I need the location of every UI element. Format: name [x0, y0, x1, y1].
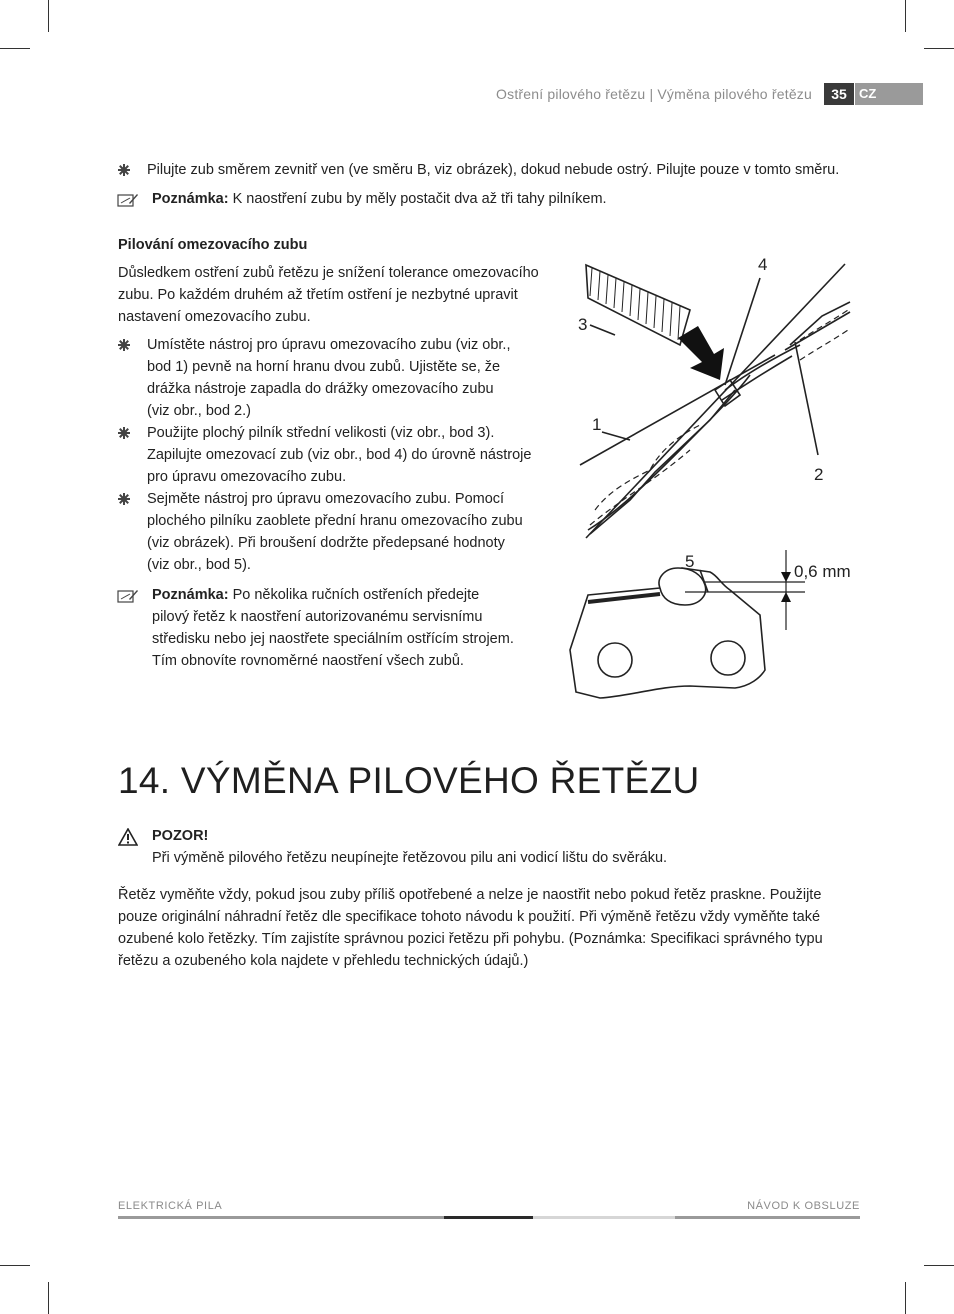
note-text: K naostření zubu by měly postačit dva až tři tahy pilníkem.: [232, 191, 607, 207]
bullet-item: [147, 334, 547, 424]
warning-text: Při výměně pilového řetězu neupínejte řetězovou pilu ani vodicí lištu do svěráku.: [152, 850, 668, 866]
crop-mark: [924, 1265, 954, 1266]
warning-label: POZOR!: [152, 828, 209, 844]
note-line: Po několika ručních ostřeních předejte: [232, 587, 480, 603]
note-icon: [117, 588, 139, 604]
crop-mark: [924, 48, 954, 49]
bullet-line: (viz obrázek). Při broušení dodržte předepsané hodnoty: [147, 535, 505, 551]
bullet-icon: [118, 339, 130, 351]
page-number: 35: [824, 83, 854, 105]
section-intro: [118, 262, 558, 332]
note-line: středisku nebo jej naostřete speciálním ostřícím strojem.: [152, 631, 514, 647]
intro-line: nastavení omezovacího zubu.: [118, 309, 311, 325]
note-1: [152, 188, 607, 210]
bullet-line: pro úpravu omezovacího zubu.: [147, 469, 347, 485]
bullet-line: plochého pilníku zaoblete přední hranu omezovacího zubu: [147, 513, 523, 529]
bullet-line: (viz obr., bod 5).: [147, 557, 251, 573]
figure-label-5: 5: [685, 552, 695, 571]
paragraph-line: řetězu a ozubeného kola najdete v přehledu technických údajů.): [118, 953, 529, 969]
footer-rule-segment: [444, 1216, 533, 1219]
bullet-line: Sejměte nástroj pro úpravu omezovacího zubu. Pomocí: [147, 491, 505, 507]
crop-mark: [0, 48, 30, 49]
intro-line: zubu. Po každém druhém až třetím ostření je nezbytné upravit: [118, 287, 518, 303]
intro-line: Důsledkem ostření zubů řetězu je snížení tolerance omezovacího: [118, 265, 539, 281]
bullet-line: Použijte plochý pilník střední velikosti (viz obr., bod 3).: [147, 425, 495, 441]
paragraph-line: Řetěz vyměňte vždy, pokud jsou zuby příliš opotřebené a nelze je naostřit nebo pokud řetěz praskne. Použijte: [118, 887, 822, 903]
depth-gauge-illustration: [560, 250, 880, 710]
figure-label-3: 3: [578, 315, 588, 334]
bullet-item: [147, 422, 547, 488]
note-icon: [117, 192, 139, 208]
crop-mark: [48, 1282, 49, 1314]
paragraph-line: ozubené kolo řetězky. Tím zajistíte správnou pozici řetězu při pohybu. (Poznámka: Specifikaci správného typu: [118, 931, 823, 947]
figure-label-1: 1: [592, 415, 602, 434]
note-line: pilový řetěz k naostření autorizovanému servisnímu: [152, 609, 483, 625]
bullet-item: [147, 488, 547, 578]
language-tab: CZ: [855, 83, 923, 105]
crop-mark: [0, 1265, 30, 1266]
figure-dimension: 0,6 mm: [794, 562, 851, 581]
bullet-line: bod 1) pevně na horní hranu dvou zubů. Ujistěte se, že: [147, 359, 501, 375]
crop-mark: [48, 0, 49, 32]
note-2: [152, 584, 552, 674]
note-label: Poznámka:: [152, 587, 229, 603]
warning-icon: [118, 828, 138, 846]
paragraph-line: pouze originální náhradní řetěz dle specifikace tohoto návodu k použití. Při výměně řetězu vždy vyměňte také: [118, 909, 821, 925]
note-label: Poznámka:: [152, 191, 229, 207]
running-header-title: Ostření pilového řetězu | Výměna pilového řetězu: [496, 86, 812, 102]
footer-rule-segment: [675, 1216, 860, 1219]
bullet-line: (viz obr., bod 2.): [147, 403, 251, 419]
crop-mark: [905, 0, 906, 32]
chapter-paragraph: [118, 884, 878, 974]
footer-left: ELEKTRICKÁ PILA: [118, 1200, 223, 1212]
crop-mark: [905, 1282, 906, 1314]
section-heading: Pilování omezovacího zubu: [118, 237, 308, 253]
bullet-icon: [118, 493, 130, 505]
bullet-line: drážka nástroje zapadla do drážky omezovacího zubu: [147, 381, 494, 397]
footer-rule-segment: [118, 1216, 444, 1219]
note-line: Tím obnovíte rovnoměrné naostření všech zubů.: [152, 653, 464, 669]
figure-label-2: 2: [814, 465, 824, 484]
instruction-text: Pilujte zub směrem zevnitř ven (ve směru B, viz obrázek), dokud nebude ostrý. Pilujte pouze v tomto směru.: [147, 162, 840, 178]
bullet-line: Umístěte nástroj pro úpravu omezovacího zubu (viz obr.,: [147, 337, 511, 353]
bullet-icon: [118, 427, 130, 439]
bullet-line: Zapilujte omezovací zub (viz obr., bod 4) do úrovně nástroje: [147, 447, 532, 463]
footer-right: NÁVOD K OBSLUZE: [747, 1200, 860, 1212]
chapter-title: 14. VÝMĚNA PILOVÉHO ŘETĚZU: [118, 760, 700, 801]
figure-label-4: 4: [758, 255, 768, 274]
bullet-icon: [118, 164, 130, 176]
